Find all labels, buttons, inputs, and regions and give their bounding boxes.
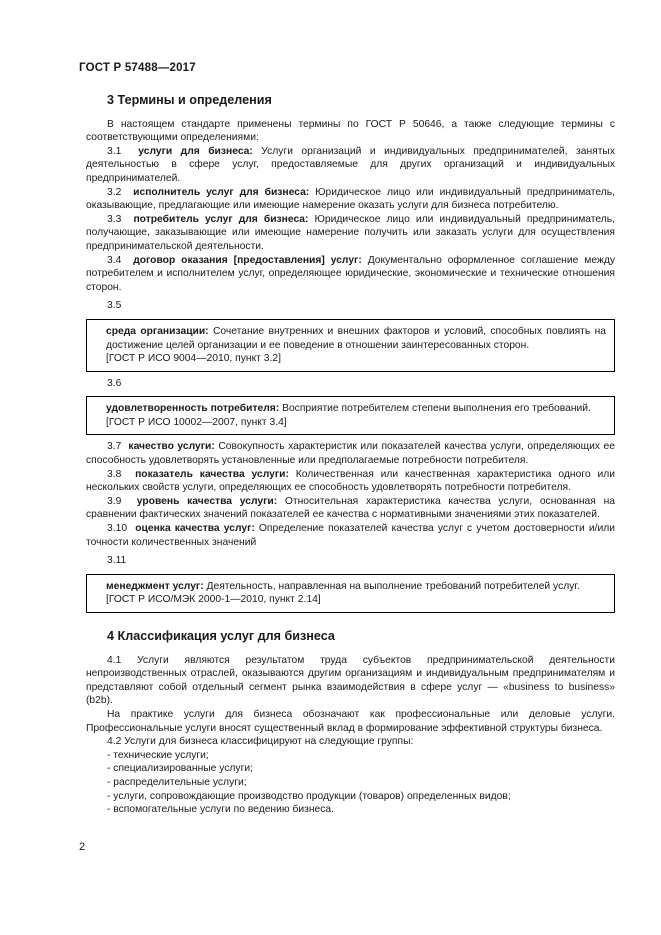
section-3-intro: В настоящем стандарте применены термины по ГОСТ Р 50646, а также следующие термины с соответствующими определениями: bbox=[86, 118, 615, 144]
term-3-1: 3.1 услуги для бизнеса: Услуги организаций и индивидуальных предпринимателей, занятых деятельностью в сфере услуг, предоставляемые для других организаций и индивидуальных предпринимателей. bbox=[86, 145, 615, 184]
list-item: - технические услуги; bbox=[107, 749, 209, 761]
document-body bbox=[86, 94, 615, 817]
term-3-5: среда организации: Сочетание внутренних и внешних факторов и условий, способных повлиять на достижение целей организации и ее поведение в отношении заинтересованных сторон. bbox=[106, 325, 606, 351]
term-3-11-number: 3.11 bbox=[107, 555, 127, 567]
term-3-5-number: 3.5 bbox=[107, 300, 122, 312]
list-item: - распределительные услуги; bbox=[107, 776, 247, 788]
list-item: - услуги, сопровождающие производство продукции (товаров) определенных видов; bbox=[107, 790, 511, 802]
term-3-5-box bbox=[86, 319, 615, 372]
paragraph-4-1-cont: На практике услуги для бизнеса обозначают как профессиональные или деловые услуги. Профессиональные услуги вносят существенный вклад в формирование эффективной структуры бизнеса. bbox=[86, 708, 615, 734]
term-3-6: удовлетворенность потребителя: Восприятие потребителем степени выполнения его требований. bbox=[106, 403, 591, 415]
term-3-3: 3.3 потребитель услуг для бизнеса: Юридическое лицо или индивидуальный предприниматель, получающие, заказывающие или имеющие намерение получить или заказать услуги для осуществления предпринимательской деятельности. bbox=[86, 213, 615, 252]
term-3-9: 3.9 уровень качества услуги: Относительная характеристика качества услуги, основанная на сравнении фактических значений показателей ее качества с нормативными значениями этих показателей. bbox=[86, 495, 615, 521]
page-number: 2 bbox=[79, 841, 86, 853]
term-3-10: 3.10 оценка качества услуг: Определение показателей качества услуг с учетом достоверности и/или точности количественных значений bbox=[86, 523, 615, 548]
paragraph-4-2: 4.2 Услуги для бизнеса классифицируют на следующие группы: bbox=[107, 736, 414, 748]
term-3-6-source: [ГОСТ Р ИСО 10002—2007, пункт 3.4] bbox=[106, 416, 287, 428]
term-3-11: менеджмент услуг: Деятельность, направленная на выполнение требований потребителей услуг. bbox=[106, 580, 580, 592]
term-3-11-box bbox=[86, 574, 615, 613]
section-3-title: 3 Термины и определения bbox=[107, 93, 272, 107]
list-item: - вспомогательные услуги по ведению бизнеса. bbox=[107, 804, 334, 816]
term-3-6-number: 3.6 bbox=[107, 377, 122, 389]
term-3-2: 3.2 исполнитель услуг для бизнеса: Юридическое лицо или индивидуальный предприниматель, оказывающие, предлагающие или имеющие намерение оказать услуги для бизнеса потребителю. bbox=[86, 186, 615, 212]
term-3-8: 3.8 показатель качества услуги: Количественная или качественная характеристика одного или нескольких свойств услуги, определяющих ее способность удовлетворять потребности потребителя. bbox=[86, 468, 615, 494]
term-3-4: 3.4 договор оказания [предоставления] услуг: Документально оформленное соглашение между потребителем и исполнителем услуг, определяющее юридические, экономические и технические отношения сторон. bbox=[86, 254, 615, 293]
document-header: ГОСТ Р 57488—2017 bbox=[79, 62, 196, 74]
section-4-title: 4 Классификация услуг для бизнеса bbox=[107, 629, 335, 643]
list-item: - специализированные услуги; bbox=[107, 763, 253, 775]
term-3-5-source: [ГОСТ Р ИСО 9004—2010, пункт 3.2] bbox=[106, 353, 281, 365]
service-groups-list bbox=[86, 749, 615, 817]
term-3-11-source: [ГОСТ Р ИСО/МЭК 2000-1—2010, пункт 2.14] bbox=[106, 594, 321, 606]
paragraph-4-1: 4.1 Услуги являются результатом труда субъектов предпринимательской деятельности непроизводственных отраслей, оказываются другим организациям и индивидуальным предпринимателям и представляют собой отдельный сегмент рынка взаимодействия в сфере услуг — «business to business» (b2b). bbox=[86, 654, 615, 707]
term-3-7: 3.7 качество услуги: Совокупность характеристик или показателей качества услуги, определяющих ее способность удовлетворять установленные или предполагаемые потребности потребителя. bbox=[86, 441, 615, 467]
term-3-6-box bbox=[86, 396, 615, 435]
